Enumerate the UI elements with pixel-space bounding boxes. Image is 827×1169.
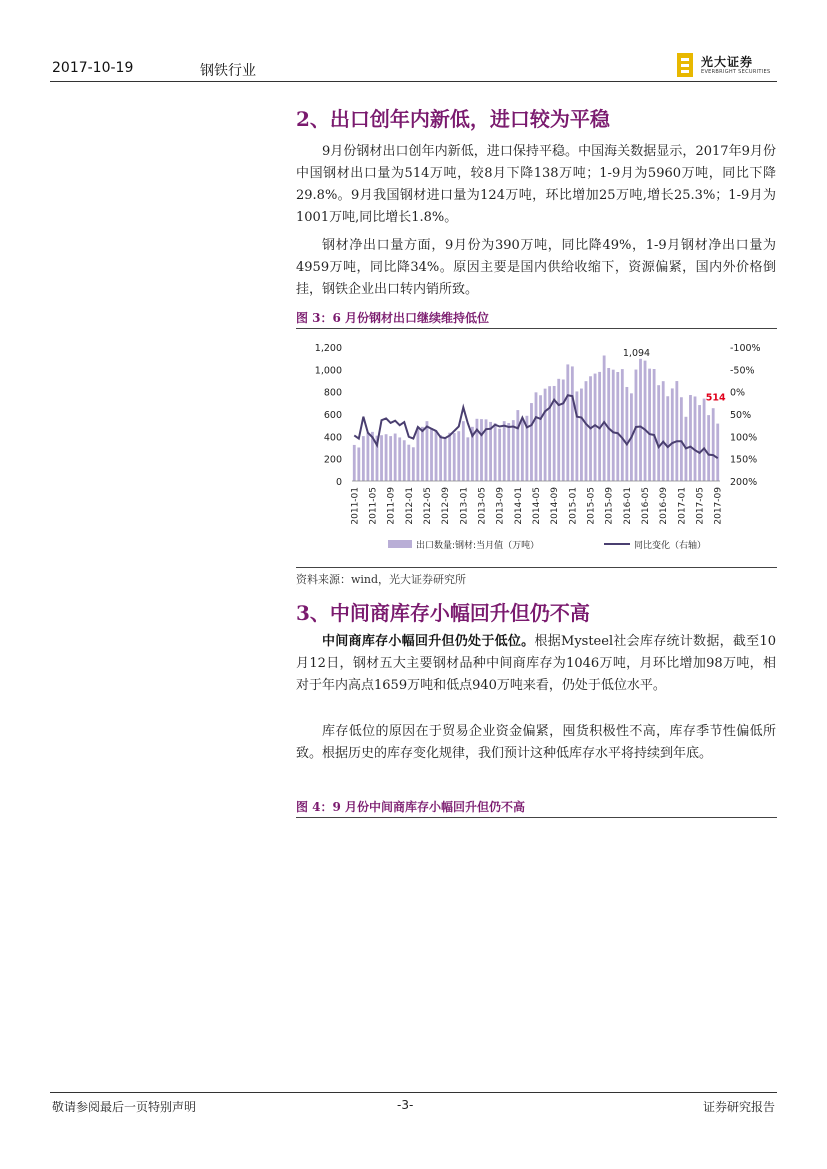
page-number: -3- (397, 1098, 414, 1112)
export-volume-bar (439, 435, 442, 481)
export-volume-bar (457, 431, 460, 481)
export-volume-bar (453, 433, 456, 481)
export-volume-bar (539, 395, 542, 481)
export-volume-bar (448, 433, 451, 481)
x-tick-label: 2016-09 (659, 487, 670, 525)
x-tick-label: 2015-01 (568, 487, 579, 525)
export-volume-bar (544, 389, 547, 481)
y-left-tick-label: 1,200 (314, 343, 342, 354)
export-volume-bar (412, 447, 415, 481)
figure-4-caption: 图 4：9 月份中间商库存小幅回升但仍不高 (296, 796, 777, 818)
export-volume-bar (616, 372, 619, 481)
y-right-tick-label: 50% (730, 410, 752, 421)
y-right-tick-label: 0% (730, 387, 746, 399)
export-volume-bar (603, 355, 606, 481)
x-tick-label: 2014-05 (532, 487, 542, 525)
x-tick-label: 2016-01 (622, 487, 633, 525)
y-left-tick-label: 200 (323, 454, 342, 466)
export-volume-bar (444, 438, 447, 481)
export-chart-svg (296, 333, 777, 565)
export-volume-bar (512, 420, 515, 481)
y-right-tick-label: 150% (730, 454, 758, 466)
paragraph-exports-2: 钢材净出口量方面，9月份为390万吨，同比降49%，1-9月钢材净出口量为4959万吨，同比降34%。原因主要是国内供给收缩下，资源偏紧，国内外价格倒挂，钢铁企业出口转内销所致。 (296, 238, 776, 297)
paragraph-inventory-1-lead: 中间商库存小幅回升但仍处于低位。 (322, 634, 535, 649)
export-volume-bar (466, 437, 469, 481)
export-volume-bar (398, 437, 401, 481)
export-volume-bar (625, 387, 628, 481)
figure-3-chart (296, 333, 777, 565)
export-volume-bar (644, 361, 647, 481)
y-right-tick-label: 100% (730, 432, 758, 444)
x-tick-label: 2013-01 (459, 487, 470, 525)
x-tick-label: 2012-01 (404, 487, 415, 525)
export-volume-bar (380, 435, 383, 481)
export-volume-bar (421, 427, 424, 481)
x-tick-label: 2014-01 (513, 487, 524, 525)
y-left-tick-label: 400 (323, 432, 342, 444)
export-volume-bar (503, 421, 506, 481)
page-footer (50, 1092, 777, 1114)
y-right-tick-label: 200% (730, 477, 758, 488)
export-volume-bar (594, 374, 597, 481)
company-logo (677, 51, 777, 79)
export-volume-bar (703, 399, 706, 481)
export-volume-bar (639, 359, 642, 481)
export-volume-bar (403, 440, 406, 481)
export-volume-bar (435, 431, 438, 481)
export-volume-bar (530, 403, 533, 481)
y-left-tick-label: 1,000 (314, 365, 342, 377)
export-volume-bar (498, 429, 501, 481)
logo-text-cn: 光大证券 (701, 55, 754, 69)
y-left-tick-label: 600 (323, 410, 342, 421)
x-tick-label: 2011-09 (386, 487, 397, 525)
export-volume-bar (648, 369, 651, 481)
export-volume-bar (521, 419, 524, 481)
export-volume-bar (394, 434, 397, 481)
export-volume-bar (671, 388, 674, 481)
logo-text-en: EVERBRIGHT SECURITIES (701, 69, 771, 75)
paragraph-inventory-1-body: 根据Mysteel社会库存统计数据，截至10月12日，钢材五大主要钢材品种中间商库存为1046万吨，月环比增加98万吨，相对于年内高点1659万吨和低点940万吨来看，仍处于低位水平。 (296, 634, 776, 693)
figure-3-source: 资料来源：wind，光大证券研究所 (296, 567, 777, 587)
report-date: 2017-10-19 (52, 60, 134, 76)
export-volume-bar (516, 410, 519, 481)
export-volume-bar (712, 408, 715, 481)
export-volume-bar (635, 370, 638, 481)
export-volume-bar (612, 370, 615, 481)
export-volume-bar (507, 423, 510, 481)
export-volume-bar (426, 421, 429, 481)
export-volume-bar (548, 386, 551, 481)
y-left-tick-label: 800 (323, 387, 342, 399)
export-volume-bar (389, 436, 392, 481)
export-volume-bar (680, 397, 683, 481)
export-volume-bar (366, 433, 369, 481)
export-volume-bar (662, 381, 665, 481)
export-volume-bar (689, 395, 692, 481)
section-title-inventory: 3、中间商库存小幅回升但仍不高 (296, 601, 590, 625)
export-volume-bar (698, 405, 701, 481)
export-volume-bar (694, 396, 697, 481)
paragraph-exports-1: 9月份钢材出口创年内新低，进口保持平稳。中国海关数据显示，2017年9月份中国钢材出口量为514万吨，较8月下降138万吨；1-9月为5960万吨，同比下降29.8%。9月我国钢材进口量为124万吨，环比增加25万吨,增长25.3%；1-9月为1001万吨,同比增长1.8%。 (296, 144, 776, 225)
export-volume-bar (716, 424, 719, 481)
export-volume-bar (535, 392, 538, 481)
x-tick-label: 2015-05 (586, 487, 597, 525)
export-volume-bar (621, 369, 624, 481)
export-volume-bar (675, 381, 678, 481)
export-volume-bar (575, 391, 578, 481)
export-volume-bar (430, 428, 433, 481)
export-volume-bar (580, 389, 583, 481)
x-tick-label: 2017-09 (713, 487, 724, 525)
paragraph-inventory-2: 库存低位的原因在于贸易企业资金偏紧，囤货积极性不高，库存季节性偏低所致。根据历史的库存变化规律，我们预计这种低库存水平将持续到年底。 (296, 724, 776, 761)
export-volume-bar (666, 396, 669, 481)
export-volume-bar (571, 366, 574, 481)
page-header (50, 50, 777, 82)
export-volume-bar (707, 415, 710, 481)
export-volume-bar (494, 423, 497, 481)
latest-value-label: 514 (705, 392, 726, 404)
x-tick-label: 2014-09 (550, 487, 561, 525)
export-volume-bar (489, 422, 492, 481)
x-tick-label: 2012-09 (441, 487, 452, 525)
y-right-tick-label: -100% (730, 343, 761, 354)
x-tick-label: 2013-09 (495, 487, 506, 525)
x-tick-label: 2012-05 (422, 487, 433, 525)
logo-mark-icon (677, 53, 693, 77)
export-volume-bar (407, 445, 410, 481)
export-volume-bar (362, 436, 365, 481)
x-tick-label: 2013-05 (477, 487, 488, 525)
x-tick-label: 2015-09 (604, 487, 615, 525)
x-tick-label: 2011-01 (350, 487, 361, 525)
export-volume-bar (353, 445, 356, 481)
x-tick-label: 2017-01 (677, 487, 688, 525)
export-volume-bar (607, 368, 610, 481)
footer-disclaimer: 敬请参阅最后一页特别声明 (52, 1100, 197, 1114)
x-tick-label: 2011-05 (368, 487, 379, 525)
export-volume-bar (462, 421, 465, 481)
paragraph-inventory-1 (296, 631, 776, 697)
figure-3-caption: 图 3：6 月份钢材出口继续维持低位 (296, 307, 777, 329)
legend-bar-swatch (388, 540, 412, 548)
export-volume-bar (480, 419, 483, 481)
export-volume-bar (566, 364, 569, 481)
export-volume-bar (557, 379, 560, 481)
industry-label: 钢铁行业 (200, 63, 256, 79)
x-tick-label: 2016-05 (641, 487, 652, 525)
export-volume-bar (385, 434, 388, 481)
export-volume-bar (585, 381, 588, 481)
x-tick-label: 2017-05 (695, 487, 706, 525)
export-volume-bar (653, 369, 656, 481)
peak-value-label: 1,094 (622, 347, 651, 359)
footer-report-type: 证券研究报告 (702, 1100, 775, 1114)
export-volume-bar (562, 380, 565, 482)
export-volume-bar (357, 448, 360, 482)
y-right-tick-label: -50% (730, 365, 755, 377)
export-volume-bar (657, 385, 660, 481)
y-left-tick-label: 0 (335, 477, 342, 488)
export-volume-bar (416, 427, 419, 481)
section-title-exports: 2、出口创年内新低，进口较为平稳 (296, 107, 610, 131)
legend-line-label: 同比变化（右轴） (634, 541, 707, 551)
legend-bar-label: 出口数量:钢材:当月值（万吨） (416, 541, 540, 551)
